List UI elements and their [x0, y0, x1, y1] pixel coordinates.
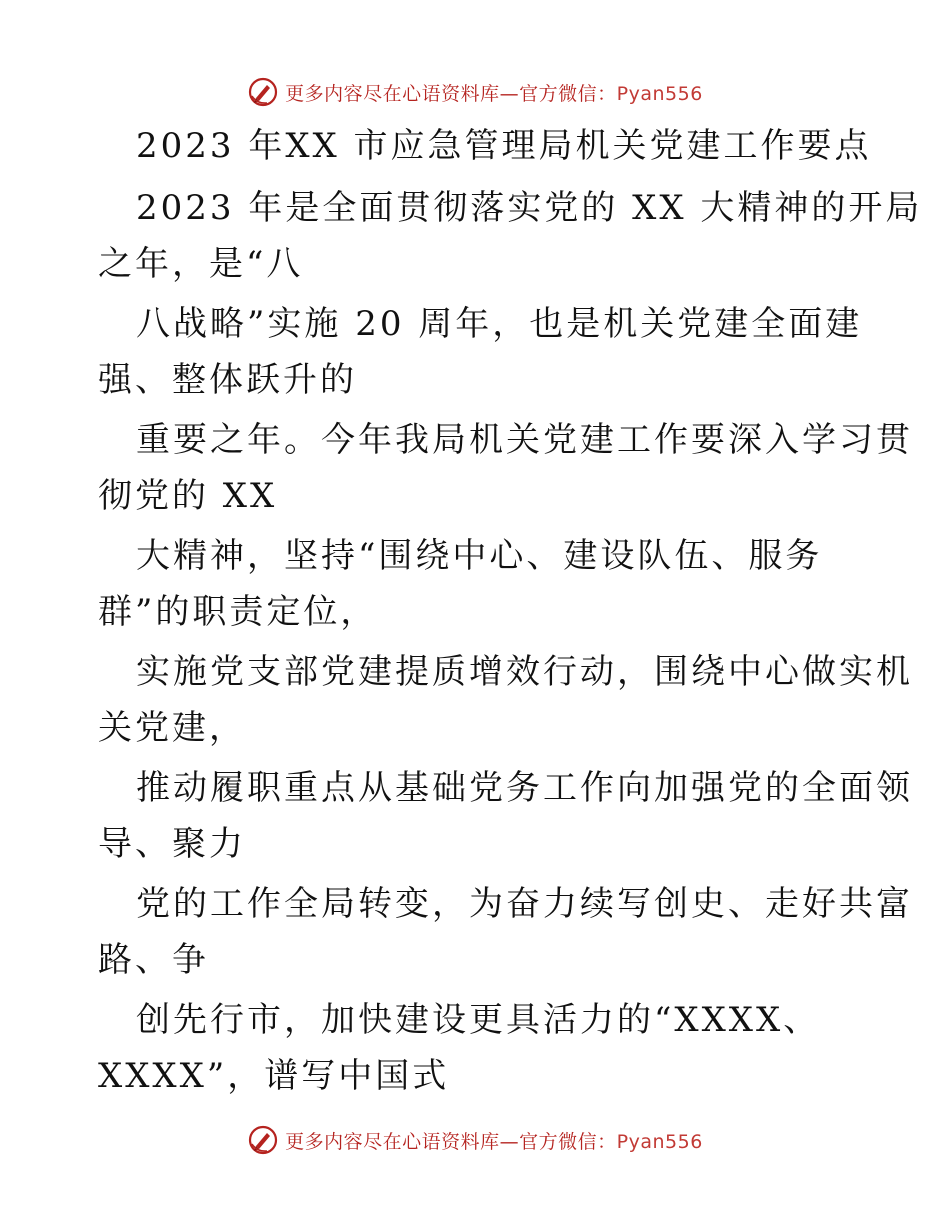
footer-watermark	[0, 1120, 950, 1160]
paragraph-line: 路、争	[98, 940, 209, 980]
paragraph-line: 实施党支部党建提质增效行动，围绕中心做实机	[136, 652, 913, 692]
paragraph-line: 八战略”实施 20 周年，也是机关党建全面建	[136, 304, 863, 344]
pen-logo-icon	[247, 76, 279, 108]
paragraph-line: 重要之年。今年我局机关党建工作要深入学习贯	[136, 420, 913, 460]
paragraph-line: 大精神，坚持“围绕中心、建设队伍、服务	[136, 536, 823, 576]
paragraph-line: 关党建，	[98, 708, 246, 748]
paragraph-line: 2023 年是全面贯彻落实党的 XX 大精神的开局	[136, 188, 923, 228]
paragraph-line: 强、整体跃升的	[98, 360, 357, 400]
paragraph-line: 创先行市，加快建设更具活力的“XXXX、	[136, 1000, 821, 1040]
pen-logo-icon	[247, 1124, 279, 1156]
paragraph-line: 导、聚力	[98, 824, 246, 864]
paragraph-line: 群”的职责定位，	[98, 592, 378, 632]
paragraph-line: 之年，是“八	[98, 244, 304, 284]
paragraph-line: 彻党的 XX	[98, 476, 278, 516]
header-watermark	[0, 72, 950, 112]
watermark-text: 更多内容尽在心语资料库—官方微信：Pyan556	[285, 1130, 703, 1153]
document-title: 2023 年XX 市应急管理局机关党建工作要点	[136, 126, 872, 166]
paragraph-line: 党的工作全局转变，为奋力续写创史、走好共富	[136, 884, 913, 924]
watermark-text: 更多内容尽在心语资料库—官方微信：Pyan556	[285, 82, 703, 105]
paragraph-line: XXXX”，谱写中国式	[98, 1056, 450, 1096]
paragraph-line: 推动履职重点从基础党务工作向加强党的全面领	[136, 768, 913, 808]
